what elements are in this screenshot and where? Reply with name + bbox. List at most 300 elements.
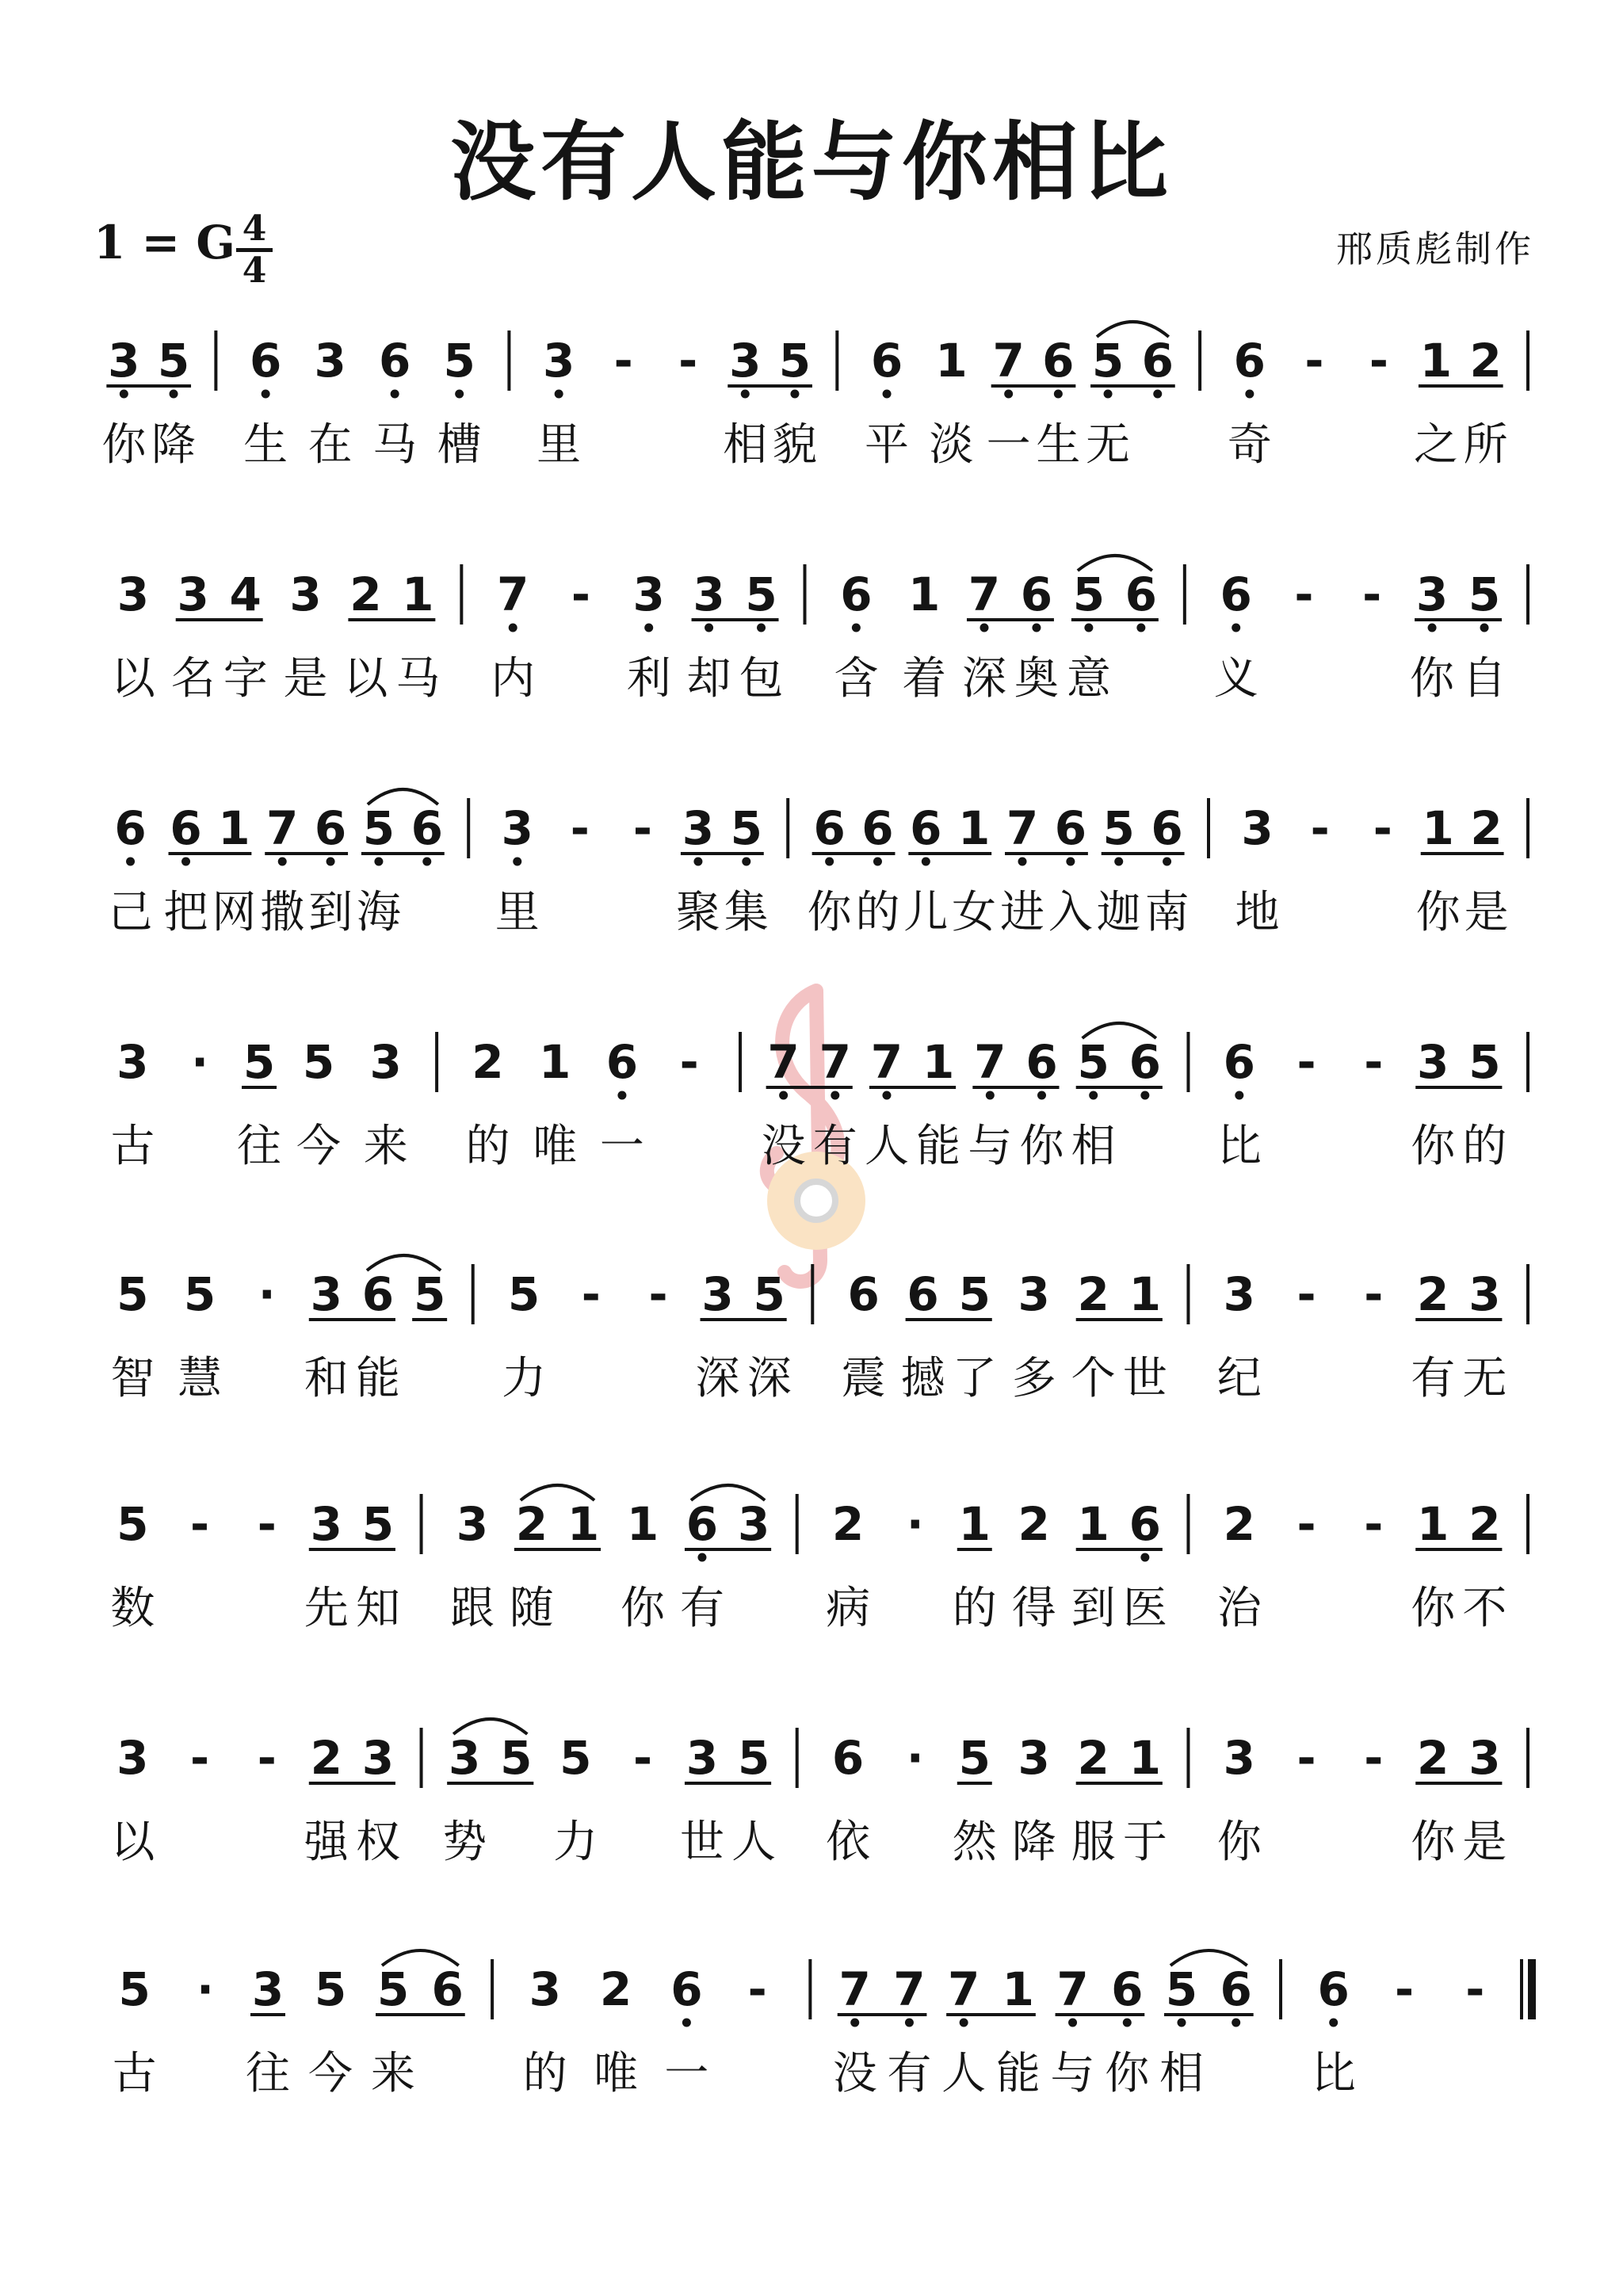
note-digit: 7 (266, 801, 299, 855)
note-digit: 6 (1220, 1962, 1252, 2016)
lyric-char: 力 (553, 1817, 598, 1868)
octave-dot-below (1232, 624, 1240, 632)
lyric-char: 的 (855, 887, 900, 938)
note-digit: 3 (1468, 1267, 1501, 1321)
lyric-char: 自 (1462, 653, 1507, 705)
note-digit: - (632, 1731, 653, 1785)
note-digit: 6 (1128, 1035, 1162, 1089)
octave-dot-below (1084, 624, 1093, 632)
note-digit: 1 (907, 567, 941, 621)
octave-dot-below (825, 858, 834, 866)
note-digit: 6 (1128, 1497, 1162, 1551)
note-digit: 6 (1151, 801, 1183, 855)
note-digit: 5 (443, 334, 475, 388)
note-digit: 3 (251, 1962, 285, 2016)
octave-dot-below (882, 1091, 891, 1100)
note-digit: 5 (1468, 1035, 1501, 1089)
lyric-char: 唯 (594, 2048, 639, 2099)
note-digit: - (1364, 1035, 1384, 1089)
credit-text: 邢质彪制作 (1336, 227, 1534, 270)
note-digit: 3 (448, 1731, 481, 1785)
note-digit: 2 (599, 1962, 632, 2016)
note-digit: 6 (314, 801, 347, 855)
lyric-char: 义 (1213, 653, 1258, 705)
octave-dot-below (705, 624, 713, 632)
note-digit: 3 (529, 1962, 561, 2016)
note-digit: 2 (1417, 1731, 1449, 1785)
note-digit: 2 (472, 1035, 504, 1089)
lyric-char: 依 (826, 1817, 871, 1868)
lyric-char: 世 (1122, 1353, 1167, 1404)
note-digit: - (581, 1267, 601, 1321)
note-digit: 3 (361, 1731, 395, 1785)
note-digit: 5 (507, 1267, 540, 1321)
lyric-char: 先 (304, 1583, 349, 1634)
note-digit: 3 (310, 1497, 342, 1551)
note-digit: 6 (1025, 1035, 1058, 1089)
note-digit: - (257, 1731, 277, 1785)
note-digit: 2 (349, 567, 382, 621)
note-digit: · (191, 1035, 209, 1089)
lyric-char: 和 (304, 1353, 349, 1404)
lyric-char: 知 (355, 1583, 400, 1634)
lyric-char: 有 (679, 1583, 724, 1634)
note-digit: 5 (1468, 567, 1501, 621)
lyric-char: 名 (170, 653, 216, 705)
lyric-char: 人 (731, 1817, 777, 1868)
note-digit: 6 (1111, 1962, 1144, 2016)
note-digit: 5 (737, 1731, 770, 1785)
note-digit: 3 (116, 567, 150, 621)
lyric-char: 以 (110, 653, 155, 705)
lyric-char: 了 (952, 1353, 997, 1404)
note-digit: 7 (974, 1035, 1006, 1089)
note-digit: - (1465, 1962, 1485, 2016)
note-digit: 6 (378, 334, 411, 388)
note-digit: 3 (289, 567, 322, 621)
note-digit: 6 (1125, 567, 1158, 621)
lyric-char: 含 (834, 653, 879, 705)
octave-dot-below (391, 390, 399, 399)
lyric-char: 你 (1411, 1583, 1456, 1634)
note-digit: 5 (1165, 1962, 1198, 2016)
note-digit: 5 (958, 1267, 991, 1321)
note-digit: 1 (1002, 1962, 1035, 2016)
lyric-char: 深 (747, 1353, 792, 1404)
note-digit: - (1296, 1035, 1316, 1089)
lyric-char: 今 (296, 1121, 342, 1172)
lyric-char: 的 (952, 1583, 997, 1634)
octave-dot-below (455, 390, 464, 399)
note-digit: 5 (1077, 1035, 1109, 1089)
note-digit: 6 (411, 801, 443, 855)
lyric-char: 世 (679, 1817, 724, 1868)
note-digit: - (190, 1731, 210, 1785)
note-digit: 6 (685, 1497, 719, 1551)
octave-dot-below (644, 624, 653, 632)
note-digit: 6 (870, 334, 903, 388)
lyric-char: 之 (1413, 419, 1458, 471)
lyric-char: 智 (110, 1353, 155, 1404)
note-digit: 1 (1422, 801, 1454, 855)
note-digit: 2 (831, 1497, 865, 1551)
lyric-char: 撼 (900, 1353, 945, 1404)
note-digit: 1 (1128, 1731, 1162, 1785)
octave-dot-below (980, 624, 988, 632)
lyric-char: 你 (1415, 887, 1461, 938)
note-digit: 6 (813, 801, 846, 855)
note-digit: 5 (302, 1035, 335, 1089)
note-digit: 2 (1077, 1267, 1109, 1321)
lyric-char: 往 (237, 1121, 282, 1172)
note-digit: 6 (605, 1035, 639, 1089)
lyric-char: 无 (1086, 419, 1131, 471)
lyric-char: 你 (1410, 653, 1455, 705)
lyric-char: 的 (1462, 1121, 1507, 1172)
lyric-char: 人 (864, 1121, 909, 1172)
note-digit: 7 (497, 567, 529, 621)
note-digit: 5 (314, 1962, 347, 2016)
lyric-char: 没 (832, 2048, 877, 2099)
lyric-char: 于 (1122, 1817, 1167, 1868)
note-digit: 3 (685, 1731, 719, 1785)
octave-dot-below (922, 858, 930, 866)
octave-dot-below (790, 390, 799, 399)
lyric-char: 到 (1071, 1583, 1116, 1634)
lyric-char: 内 (491, 653, 536, 705)
note-digit: 3 (369, 1035, 402, 1089)
lyric-char: 无 (1462, 1353, 1507, 1404)
lyric-char: 你 (621, 1583, 666, 1634)
octave-dot-below (170, 390, 178, 399)
note-digit: 3 (116, 1035, 149, 1089)
note-digit: 6 (1220, 567, 1252, 621)
note-digit: 3 (632, 567, 665, 621)
note-digit: 2 (310, 1731, 342, 1785)
octave-dot-below (960, 2019, 968, 2027)
note-digit: 5 (361, 1497, 395, 1551)
lyric-char: 平 (865, 419, 910, 471)
lyric-char: 南 (1144, 887, 1190, 938)
octave-dot-below (1089, 1091, 1098, 1100)
note-digit: 3 (456, 1497, 489, 1551)
note-digit: 3 (542, 334, 575, 388)
octave-dot-below (1232, 2019, 1240, 2027)
note-digit: - (190, 1497, 210, 1551)
octave-dot-below (1177, 2019, 1186, 2027)
note-digit: 3 (314, 334, 346, 388)
lyric-char: 比 (1311, 2048, 1356, 2099)
note-digit: 3 (1415, 567, 1449, 621)
lyric-char: 儿 (903, 887, 949, 938)
note-digit: 7 (968, 567, 1001, 621)
note-digit: 4 (229, 567, 262, 621)
note-digit: 1 (1128, 1267, 1162, 1321)
octave-dot-below (1163, 858, 1171, 866)
note-digit: 7 (767, 1035, 800, 1089)
note-digit: - (1373, 801, 1392, 855)
note-digit: 1 (1077, 1497, 1109, 1551)
note-digit: 5 (413, 1267, 446, 1321)
note-digit: 1 (958, 1497, 991, 1551)
note-digit: 2 (1018, 1497, 1050, 1551)
octave-dot-below (742, 858, 750, 866)
octave-dot-below (1054, 390, 1063, 399)
note-digit: 3 (177, 567, 209, 621)
octave-dot-below (1114, 858, 1123, 866)
time-signature-top: 4 (242, 208, 267, 249)
octave-dot-below (757, 624, 766, 632)
octave-dot-below (555, 390, 563, 399)
lyric-char: 字 (223, 653, 268, 705)
note-digit: · (906, 1731, 924, 1785)
lyric-char: 深 (695, 1353, 740, 1404)
note-digit: · (906, 1497, 924, 1551)
note-digit: 3 (310, 1267, 342, 1321)
lyric-char: 有 (812, 1121, 857, 1172)
octave-dot-below (422, 858, 431, 866)
lyric-char: 一 (664, 2048, 709, 2099)
lyric-char: 里 (537, 419, 582, 471)
lyric-char: 女 (952, 887, 997, 938)
note-digit: 5 (118, 1962, 151, 2016)
lyric-char: 你 (1019, 1121, 1064, 1172)
note-digit: 2 (1077, 1731, 1109, 1785)
lyric-char: 迦 (1096, 887, 1141, 938)
octave-dot-below (1123, 2019, 1132, 2027)
note-digit: · (258, 1267, 276, 1321)
note-digit: - (1364, 1497, 1384, 1551)
note-digit: 6 (1054, 801, 1087, 855)
lyric-char: 你 (807, 887, 852, 938)
octave-dot-below (181, 858, 190, 866)
octave-dot-below (617, 1091, 626, 1100)
octave-dot-below (741, 390, 750, 399)
octave-dot-below (513, 858, 521, 866)
note-digit: 7 (1006, 801, 1039, 855)
note-digit: 7 (947, 1962, 980, 2016)
lyric-char: 深 (961, 653, 1006, 705)
lyric-char: 数 (110, 1583, 155, 1634)
lyric-char: 降 (1011, 1817, 1056, 1868)
note-digit: 5 (242, 1035, 276, 1089)
lyric-char: 有 (1411, 1353, 1456, 1404)
octave-dot-below (693, 858, 702, 866)
octave-dot-below (1018, 858, 1027, 866)
lyric-char: 与 (968, 1121, 1013, 1172)
lyric-char: 不 (1462, 1583, 1507, 1634)
note-digit: 2 (1469, 334, 1502, 388)
note-digit: 1 (402, 567, 434, 621)
octave-dot-below (1428, 624, 1437, 632)
note-digit: - (1310, 801, 1330, 855)
note-digit: 3 (501, 801, 533, 855)
octave-dot-below (278, 858, 287, 866)
note-digit: 1 (567, 1497, 600, 1551)
octave-dot-below (1136, 624, 1145, 632)
note-digit: 1 (935, 334, 968, 388)
note-digit: 6 (249, 334, 282, 388)
lyric-char: 你 (1411, 1121, 1456, 1172)
lyric-char: 你 (1105, 2048, 1150, 2099)
lyric-char: 得 (1011, 1583, 1056, 1634)
note-digit: 3 (1223, 1267, 1255, 1321)
octave-dot-below (986, 1091, 995, 1100)
note-digit: - (1296, 1497, 1316, 1551)
octave-dot-below (1004, 390, 1013, 399)
octave-dot-below (1329, 2019, 1338, 2027)
note-digit: 3 (682, 801, 715, 855)
final-barline-thick (1528, 1959, 1536, 2019)
note-digit: 5 (1091, 334, 1125, 388)
lyric-char: 奥 (1014, 653, 1059, 705)
note-digit: 5 (1072, 567, 1106, 621)
note-digit: 7 (992, 334, 1025, 388)
lyric-char: 你 (1216, 1817, 1262, 1868)
lyric-char: 强 (304, 1817, 349, 1868)
lyric-char: 慧 (178, 1353, 223, 1404)
lyric-char: 医 (1122, 1583, 1167, 1634)
lyric-char: 己 (108, 887, 153, 938)
lyric-char: 来 (371, 2048, 416, 2099)
note-digit: 6 (910, 801, 942, 855)
lyric-char: 包 (739, 653, 784, 705)
octave-dot-below (850, 2019, 859, 2027)
octave-dot-below (873, 858, 882, 866)
octave-dot-below (1104, 390, 1113, 399)
note-digit: - (632, 801, 652, 855)
lyric-char: 然 (952, 1817, 997, 1868)
note-digit: 1 (957, 801, 991, 855)
lyric-char: 人 (941, 2048, 987, 2099)
octave-dot-below (126, 858, 135, 866)
lyric-char: 以 (110, 1817, 155, 1868)
lyric-char: 集 (724, 887, 769, 938)
octave-dot-below (1037, 1091, 1046, 1100)
note-digit: 6 (1141, 334, 1174, 388)
lyric-char: 能 (995, 2048, 1041, 2099)
note-digit: 6 (361, 1267, 395, 1321)
note-digit: 7 (1056, 1962, 1089, 2016)
note-digit: 5 (376, 1962, 410, 2016)
lyric-char: 随 (509, 1583, 554, 1634)
lyric-char: 马 (395, 653, 441, 705)
octave-dot-below (1032, 624, 1041, 632)
lyric-char: 貌 (772, 419, 817, 471)
octave-dot-below (1066, 858, 1075, 866)
note-digit: 6 (861, 801, 894, 855)
note-digit: - (1369, 334, 1388, 388)
note-digit: 1 (626, 1497, 659, 1551)
lyric-char: 到 (308, 887, 353, 938)
note-digit: 7 (893, 1962, 926, 2016)
note-digit: 6 (431, 1962, 464, 2016)
note-digit: - (1304, 334, 1324, 388)
lyric-char: 意 (1066, 653, 1111, 705)
lyric-char: 有 (887, 2048, 932, 2099)
octave-dot-below (1153, 390, 1162, 399)
lyric-char: 里 (495, 887, 540, 938)
note-digit: - (678, 334, 698, 388)
lyric-char: 震 (841, 1353, 886, 1404)
octave-dot-below (883, 390, 892, 399)
note-digit: 5 (753, 1267, 785, 1321)
lyric-char: 网 (212, 887, 257, 938)
note-digit: 3 (108, 334, 140, 388)
lyric-char: 今 (308, 2048, 353, 2099)
note-digit: - (1364, 1267, 1384, 1321)
note-digit: 3 (1417, 1035, 1449, 1089)
octave-dot-below (905, 2019, 914, 2027)
lyric-char: 却 (686, 653, 731, 705)
note-digit: - (570, 801, 590, 855)
note-digit: 6 (847, 1267, 880, 1321)
lyric-char: 古 (110, 1121, 155, 1172)
lyric-char: 生 (243, 419, 288, 471)
lyric-char: 撒 (260, 887, 305, 938)
note-digit: 5 (116, 1497, 149, 1551)
lyric-char: 来 (363, 1121, 408, 1172)
lyric-char: 槽 (437, 419, 482, 471)
note-digit: 5 (183, 1267, 216, 1321)
lyric-char: 入 (1048, 887, 1093, 938)
lyric-char: 海 (356, 887, 401, 938)
note-digit: 7 (838, 1962, 871, 2016)
lyric-char: 多 (1011, 1353, 1056, 1404)
note-digit: 1 (218, 801, 250, 855)
lyric-char: 一 (599, 1121, 644, 1172)
lyric-char: 相 (723, 419, 768, 471)
note-digit: - (747, 1962, 767, 2016)
lyric-char: 比 (1216, 1121, 1262, 1172)
octave-dot-below (779, 1091, 788, 1100)
lyric-char: 地 (1235, 887, 1280, 938)
note-digit: 6 (907, 1267, 939, 1321)
lyric-char: 纪 (1216, 1353, 1262, 1404)
note-digit: 5 (500, 1731, 533, 1785)
lyric-char: 跟 (449, 1583, 495, 1634)
note-digit: 2 (1470, 801, 1503, 855)
lyric-char: 权 (355, 1817, 400, 1868)
note-digit: 6 (170, 801, 202, 855)
note-digit: - (1296, 1731, 1316, 1785)
note-digit: 3 (1223, 1731, 1255, 1785)
note-digit: - (1364, 1731, 1384, 1785)
lyric-char: 进 (1000, 887, 1045, 938)
lyric-char: 是 (1464, 887, 1509, 938)
lyric-char: 你 (101, 419, 147, 471)
time-signature-bottom: 4 (242, 250, 267, 291)
note-digit: 6 (1233, 334, 1266, 388)
lyric-char: 个 (1071, 1353, 1116, 1404)
lyric-char: 马 (372, 419, 418, 471)
note-digit: 3 (729, 334, 762, 388)
note-digit: 3 (737, 1497, 770, 1551)
lyric-char: 利 (626, 653, 671, 705)
lyric-char: 相 (1071, 1121, 1116, 1172)
note-digit: 5 (559, 1731, 592, 1785)
lyric-char: 所 (1463, 419, 1508, 471)
lyric-char: 没 (761, 1121, 806, 1172)
note-digit: 2 (1468, 1497, 1501, 1551)
octave-dot-below (682, 2019, 691, 2027)
note-digit: 5 (778, 334, 812, 388)
note-digit: 6 (1223, 1035, 1255, 1089)
note-digit: 2 (1417, 1267, 1449, 1321)
note-digit: 2 (1223, 1497, 1255, 1551)
note-digit: 5 (157, 334, 190, 388)
lyric-char: 降 (151, 419, 197, 471)
